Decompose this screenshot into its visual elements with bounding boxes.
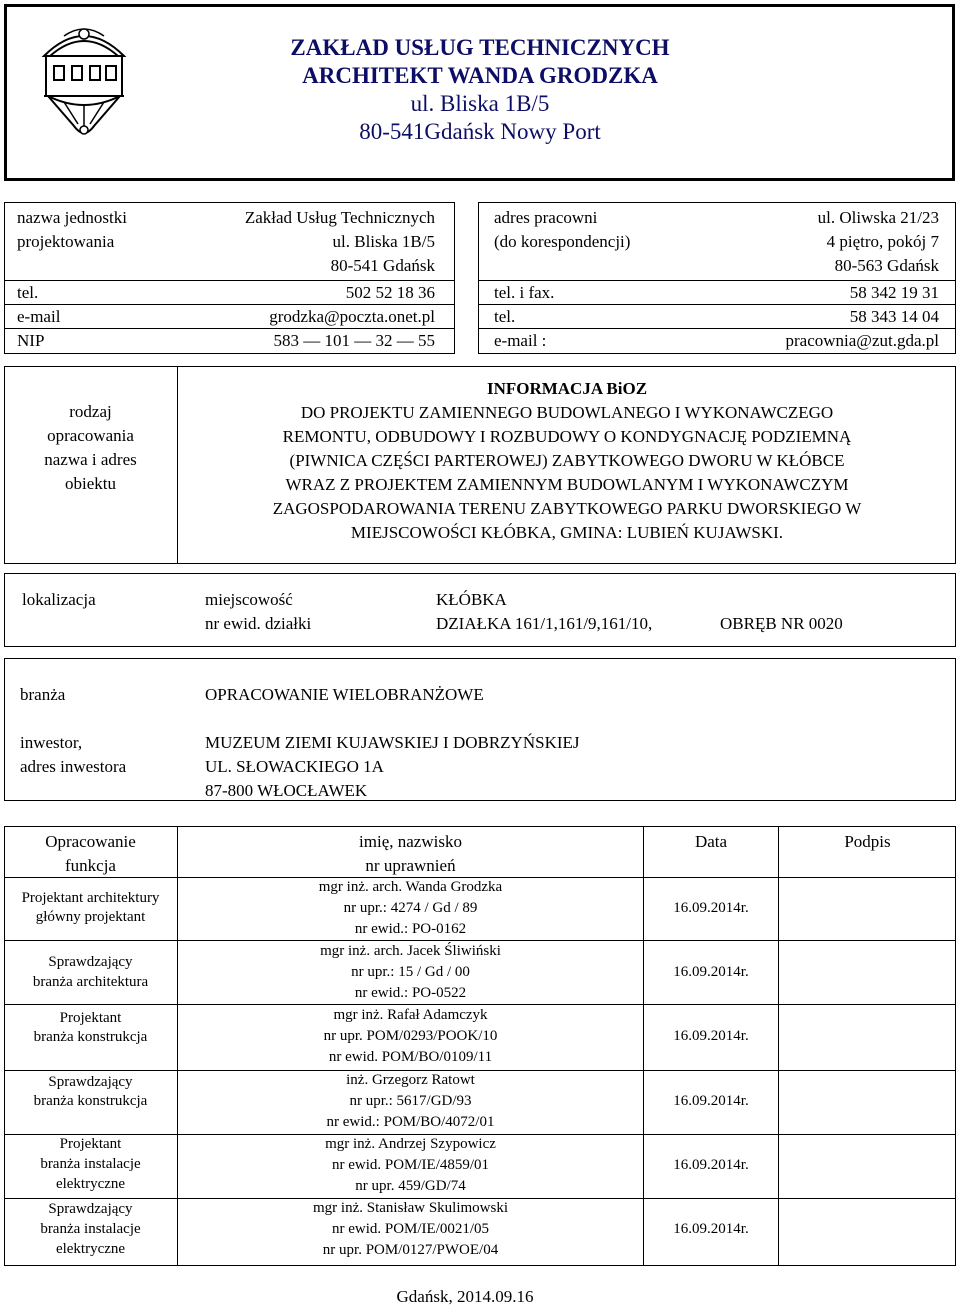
divider: [478, 280, 956, 281]
divider: [4, 1198, 956, 1199]
header-person: imię, nazwisko: [359, 832, 462, 851]
divider: [4, 280, 455, 281]
divider: [4, 304, 455, 305]
divider: [4, 940, 956, 941]
role-text: branża konstrukcja: [33, 1093, 148, 1109]
investor-value: UL. SŁOWACKIEGO 1A: [205, 757, 384, 776]
role-text: Sprawdzający: [48, 1074, 133, 1090]
person-text: nr ewid.: POM/BO/4072/01: [326, 1114, 495, 1130]
header-title-1: ZAKŁAD USŁUG TECHNICZNYCH: [290, 35, 670, 60]
date-cell: 16.09.2014r.: [673, 900, 749, 916]
header-address-2: 80-541Gdańsk Nowy Port: [359, 119, 601, 144]
person-text: nr upr. 459/GD/74: [355, 1178, 466, 1194]
role-text: główny projektant: [35, 909, 146, 925]
branch-label: branża: [20, 685, 66, 704]
nip-label: NIP: [17, 331, 45, 350]
role-text: branża architektura: [32, 974, 149, 990]
unit-value: ul. Bliska 1B/5: [332, 232, 435, 251]
header-person: nr uprawnień: [365, 856, 456, 875]
email-value: grodzka@poczta.onet.pl: [269, 307, 435, 326]
office-address-value: ul. Oliwska 21/23: [817, 208, 939, 227]
person-text: nr upr.: 4274 / Gd / 89: [343, 900, 478, 916]
plot-label: nr ewid. działki: [205, 614, 312, 633]
header-date: Data: [694, 832, 728, 851]
person-text: nr upr.: 5617/GD/93: [349, 1093, 472, 1109]
tel-label: tel.: [17, 283, 39, 302]
divider: [478, 328, 956, 329]
office-email-value: pracownia@zut.gda.pl: [785, 331, 939, 350]
divider: [4, 328, 455, 329]
nip-value: 583 — 101 — 32 — 55: [273, 331, 435, 350]
divider: [4, 877, 956, 878]
role-text: Sprawdzający: [48, 954, 133, 970]
person-text: nr upr.: 15 / Gd / 00: [351, 964, 470, 980]
project-description: ZAGOSPODAROWANIA TERENU ZABYTKOWEGO PARKU DWORSKIEGO W: [272, 499, 862, 518]
person-text: mgr inż. arch. Jacek Śliwiński: [320, 943, 501, 959]
person-text: mgr inż. Rafał Adamczyk: [333, 1007, 488, 1023]
divider: [643, 826, 644, 1266]
date-cell: 16.09.2014r.: [673, 964, 749, 980]
unit-value: Zakład Usług Technicznych: [244, 208, 435, 227]
person-text: nr ewid.: PO-0522: [354, 985, 467, 1001]
header-title-2: ARCHITEKT WANDA GRODZKA: [302, 63, 658, 88]
telfax-label: tel. i fax.: [494, 283, 555, 302]
role-text: Sprawdzający: [48, 1201, 133, 1217]
divider: [4, 1004, 956, 1005]
person-text: nr ewid. POM/IE/4859/01: [331, 1157, 490, 1173]
divider: [778, 826, 779, 1266]
office-tel-value: 58 343 14 04: [849, 307, 939, 326]
precinct-value: OBRĘB NR 0020: [720, 614, 843, 633]
divider: [4, 1070, 956, 1071]
project-type-label: rodzaj: [69, 402, 112, 421]
project-description: MIEJSCOWOŚCI KŁÓBKA, GMINA: LUBIEŃ KUJAWSKI.: [350, 523, 784, 542]
unit-label: projektowania: [17, 232, 115, 251]
project-title: INFORMACJA BiOZ: [486, 379, 648, 398]
header-address-1: ul. Bliska 1B/5: [410, 91, 550, 116]
location-box: [4, 573, 956, 647]
project-object-label: nazwa i adres: [44, 450, 137, 469]
email-label: e-mail: [17, 307, 61, 326]
office-address-label: (do korespondencji): [494, 232, 631, 251]
divider: [478, 304, 956, 305]
header-role: funkcja: [65, 856, 116, 875]
person-text: nr upr. POM/0127/PWOE/04: [322, 1242, 499, 1258]
office-address-value: 4 piętro, pokój 7: [826, 232, 939, 251]
person-text: mgr inż. Stanisław Skulimowski: [313, 1200, 508, 1216]
unit-value: 80-541 Gdańsk: [330, 256, 435, 275]
role-text: elektryczne: [55, 1241, 126, 1257]
investor-label: inwestor,: [20, 733, 83, 752]
project-description: WRAZ Z PROJEKTEM ZAMIENNYM BUDOWLANYM I WYKONAWCZYM: [285, 475, 849, 494]
date-cell: 16.09.2014r.: [673, 1028, 749, 1044]
person-text: mgr inż. arch. Wanda Grodzka: [318, 879, 503, 895]
header-role: Opracowanie: [45, 832, 136, 851]
plot-value: DZIAŁKA 161/1,161/9,161/10,: [436, 614, 653, 633]
investor-value: MUZEUM ZIEMI KUJAWSKIEJ I DOBRZYŃSKIEJ: [205, 733, 580, 752]
investor-box: [4, 658, 956, 801]
role-text: branża instalacje: [40, 1156, 141, 1172]
person-text: nr ewid. POM/BO/0109/11: [328, 1049, 493, 1065]
date-cell: 16.09.2014r.: [673, 1093, 749, 1109]
date-cell: 16.09.2014r.: [673, 1157, 749, 1173]
role-text: Projektant: [59, 1010, 122, 1026]
role-text: elektryczne: [55, 1176, 126, 1192]
tel-value: 502 52 18 36: [345, 283, 435, 302]
office-address-value: 80-563 Gdańsk: [834, 256, 939, 275]
project-description: DO PROJEKTU ZAMIENNEGO BUDOWLANEGO I WYKONAWCZEGO: [300, 403, 834, 422]
project-description: REMONTU, ODBUDOWY I ROZBUDOWY O KONDYGNACJĘ PODZIEMNĄ: [282, 427, 852, 446]
office-tel-label: tel.: [494, 307, 516, 326]
date-cell: 16.09.2014r.: [673, 1221, 749, 1237]
office-email-label: e-mail :: [494, 331, 547, 350]
role-text: Projektant architektury: [21, 890, 160, 906]
footer-place-date: Gdańsk, 2014.09.16: [396, 1287, 534, 1306]
role-text: branża konstrukcja: [33, 1029, 148, 1045]
telfax-value: 58 342 19 31: [849, 283, 939, 302]
role-text: Projektant: [59, 1136, 122, 1152]
header-signature: Podpis: [844, 832, 891, 851]
person-text: inż. Grzegorz Ratowt: [346, 1072, 475, 1088]
project-type-label: opracowania: [47, 426, 134, 445]
office-address-label: adres pracowni: [494, 208, 598, 227]
project-description: (PIWNICA CZĘŚCI PARTEROWEJ) ZABYTKOWEGO DWORU W KŁÓBCE: [289, 451, 845, 470]
person-text: nr upr. POM/0293/POOK/10: [323, 1028, 498, 1044]
branch-value: OPRACOWANIE WIELOBRANŻOWE: [205, 685, 484, 704]
person-text: nr ewid.: PO-0162: [354, 921, 467, 937]
place-label: miejscowość: [205, 590, 293, 609]
project-object-label: obiektu: [65, 474, 116, 493]
investor-value: 87-800 WŁOCŁAWEK: [205, 781, 368, 800]
unit-label: nazwa jednostki: [17, 208, 127, 227]
location-label: lokalizacja: [22, 590, 96, 609]
divider: [4, 1134, 956, 1135]
place-value: KŁÓBKA: [436, 590, 507, 609]
role-text: branża instalacje: [40, 1221, 141, 1237]
person-text: mgr inż. Andrzej Szypowicz: [325, 1136, 496, 1152]
investor-label: adres inwestora: [20, 757, 127, 776]
person-text: nr ewid. POM/IE/0021/05: [331, 1221, 490, 1237]
